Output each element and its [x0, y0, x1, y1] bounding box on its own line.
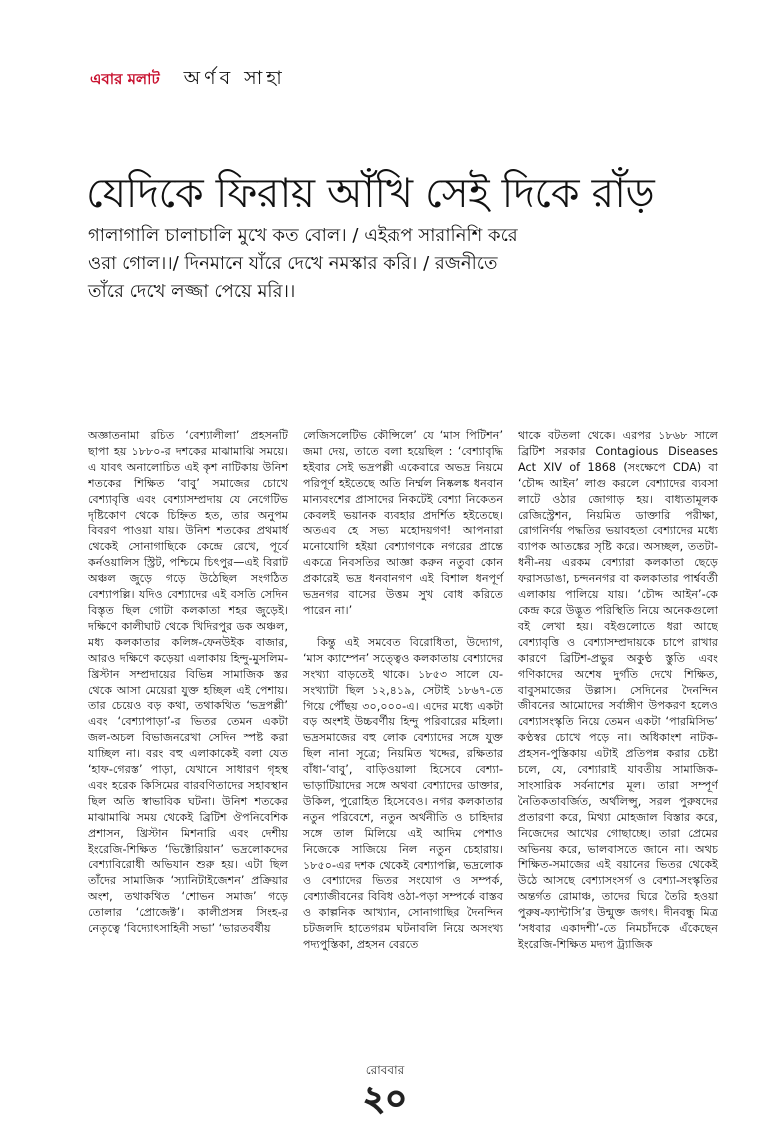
column-1 — [88, 428, 288, 1062]
paragraph: লেজিসলেটিভ কৌন্সিলে’ যে ‘মাস পিটিশন’ জমা দেয়, তাতে বলা হয়েছিল : ‘বেশ্যাবৃদ্ধি হইবার সেই ভদ্রপল্লী একেবারে অভদ্র নিয়মে পরিপূর্ণ হইতেছে অতি নির্ম্মল নিষ্কলঙ্ক ধনবান মান্যবংশের প্রাসাদের নিকটেই বেশ্যা নিকেতন কেবলই ভয়ানক ব্যবহার প্রদর্শিত হইতেছে। অতএব হে সভ্য মহোদয়গণ! আপনারা মনোযোগি হইয়া বেশ্যাগণকে নগরের প্রান্তে একত্রে নিবসতির আজ্ঞা করুন নতুবা কোন প্রকারেই ভদ্র ধনবানগণ এই বিশাল ধনপূর্ণ ভদ্রনগর বাসের উত্তম সুখ বোধ করিতে পারেন না।’ — [303, 429, 503, 617]
intro-line: তাঁরে দেখে লজ্জা পেয়ে মরি।। — [88, 281, 296, 302]
paragraph: অজ্ঞাতনামা রচিত ‘বেশ্যালীলা’ প্রহসনটি ছাপা হয় ১৮৮০-র দশকের মাঝামাঝি সময়ে। এ যাবৎ অনালোচিত এই কৃশ নাটিকায় উনিশ শতকের শিক্ষিত ‘বাবু’ সমাজের চোখে বেশ্যাবৃত্তি এবং বেশ্যাসম্প্রদায় যে নেগেটিভ দৃষ্টিকোণ থেকে চিহ্নিত হত, তার অনুপম বিবরণ পাওয়া যায়। উনিশ শতকের প্রথমার্ধ থেকেই সোনাগাছিকে কেন্দ্রে রেখে, পূর্বে কর্নওয়ালিস স্ট্রিট, পশ্চিমে চিৎপুর—এই বিরাট অঞ্চল জুড়ে গড়ে উঠেছিল সংগঠিত বেশ্যাপল্লি। যদিও বেশ্যাদের এই বসতি সেদিন বিস্তৃত ছিল গোটা কলকাতা শহর জুড়েই। দক্ষিণে কালীঘাট থেকে খিদিরপুর ডক অঞ্চল, মধ্য কলকাতার কলিঙ্গ-ফেনউইক বাজার, আরও দক্ষিণে কড়েয়া এলাকায় হিন্দু-মুসলিম-খ্রিস্টান সম্প্রদায়ের বিভিন্ন সামাজিক স্তর থেকে আসা মেয়েরা যুক্ত হচ্ছিল এই পেশায়। তার চেয়েও বড় কথা, তথাকথিত ‘ভদ্রপল্লী’ এবং ‘বেশ্যাপাড়া’-র ভিতর তেমন একটা জল-অচল বিভাজনরেখা সেদিন স্পষ্ট করা যাচ্ছিল না। বরং বহু এলাকাকেই বলা যেত ‘হাফ-গেরস্ত’ পাড়া, যেখানে সাধারণ গৃহস্থ এবং হরেক কিসিমের বারবণিতাদের সহাবস্থান ছিল অতি স্বাভাবিক ঘটনা। উনিশ শতকের মাঝামাঝি সময় থেকেই ব্রিটিশ ঔপনিবেশিক প্রশাসন, খ্রিস্টান মিশনারি এবং দেশীয় ইংরেজি-শিক্ষিত ‘ভিক্টোরিয়ান’ ভদ্রলোকদের বেশ্যাবিরোধী অভিযান শুরু হয়। এটা ছিল তাঁদের সামাজিক ‘স্যানিটাইজেশন’ প্রক্রিয়ার অংশ, তথাকথিত ‘শোভন সমাজ’ গড়ে তোলার ‘প্রোজেক্ট’। কালীপ্রসন্ন সিংহ-র নেতৃত্বে ‘বিদ্যোৎসাহিনী সভা’ ‘ভারতবর্ষীয় — [88, 429, 288, 936]
article-title: যেদিকে ফিরায় আঁখি সেই দিকে রাঁড় — [86, 169, 655, 218]
section-label: এবার মলাট — [90, 70, 160, 88]
column-3 — [518, 428, 718, 1062]
article-body — [88, 428, 718, 1062]
intro-verse — [88, 222, 648, 306]
intro-line: গালাগালি চালাচালি মুখে কত বোল। / এইরূপ সারানিশি করে — [88, 225, 518, 246]
magazine-name: রোববার — [365, 1063, 405, 1077]
paragraph: কিন্তু এই সমবেত বিরোধিতা, উদ্যোগ, ‘মাস ক্যাম্পেন’ সত্ত্বেও কলকাতায় বেশ্যাদের সংখ্যা বাড়তেই থাকে। ১৮৫৩ সালে যে-সংখ্যাটা ছিল ১২,৪১৯, সেটাই ১৮৬৭-তে গিয়ে পৌঁছয় ৩০,০০০-এ। এদের মধ্যে একটা বড় অংশই উচ্চবর্ণীয় হিন্দু পরিবারের মহিলা। ভদ্রসমাজের বহু লোক বেশ্যাদের সঙ্গে যুক্ত ছিল নানা সূত্রে; নিয়মিত খদ্দের, রক্ষিতার বাঁধা-‘বাবু’, বাড়িওয়ালা হিসেবে বেশ্যা-ভাড়াটিয়াদের সঙ্গে অথবা বেশ্যাদের ডাক্তার, উকিল, পুরোহিত হিসেবেও। নগর কলকাতার নতুন পরিবেশে, নতুন অর্থনীতি ও চাহিদার সঙ্গে তাল মিলিয়ে এই আদিম পেশাও নিজেকে সাজিয়ে নিল নতুন চেহারায়। ১৮৫০-এর দশক থেকেই বেশ্যাপল্লি, ভদ্রলোক ও বেশ্যাদের ভিতর সংযোগ ও সম্পর্ক, বেশ্যাজীবনের বিবিধ ওঠা-পড়া সম্পর্কে বাস্তব ও কাল্পনিক আখ্যান, সোনাগাছির দৈনন্দিন চটজলদি হাতেগরম ঘটনাবলি নিয়ে অসংখ্য পদ্যপুস্তিকা, প্রহসন বেরতে — [303, 635, 503, 952]
paragraph: থাকে বটতলা থেকে। এরপর ১৮৬৮ সালে ব্রিটিশ সরকার Contagious Diseases Act XIV of 1868 (সংক্ষেপে CDA) বা ‘চৌদ্দ আইন’ লাগু করলে বেশ্যাদের ব্যবসা লাটে ওঠার জোগাড় হয়। বাধ্যতামূলক রেজিস্ট্রেশন, নিয়মিত ডাক্তারি পরীক্ষা, রোগনির্ণয় পদ্ধতির ভয়াবহতা বেশ্যাদের মধ্যে ব্যাপক আতঙ্কের সৃষ্টি করে। অসচ্ছল, ততটা-ধনী-নয় এরকম বেশ্যারা কলকাতা ছেড়ে ফরাসডাঙা, চন্দননগর বা কলকাতার পার্শ্ববর্তী এলাকায় পালিয়ে যায়। ‘চৌদ্দ আইন’-কে কেন্দ্র করে উদ্ভূত পরিস্থিতি নিয়ে অনেকগুলো বই লেখা হয়। বইগুলোতে ধরা আছে বেশ্যাবৃত্তি ও বেশ্যাসম্প্রদায়কে চাপে রাখার কারণে ব্রিটিশ-প্রভুর অকুণ্ঠ স্তুতি এবং গণিকাদের অশেষ দুর্গতি দেখে শিক্ষিত, বাবুসমাজের উল্লাস। সেদিনের দৈনন্দিন জীবনের আমোদের সর্বাঙ্গীণ উপকরণ হলেও বেশ্যাসংস্কৃতি নিয়ে তেমন একটা ‘পারমিসিভ’ কণ্ঠস্বর চোখে পড়ে না। অধিকাংশ নাটক-প্রহসন-পুস্তিকায় এটাই প্রতিপন্ন করার চেষ্টা চলে, যে, বেশ্যারাই যাবতীয় সামাজিক-সাংসারিক সর্বনাশের মূল। তারা সম্পূর্ণ নৈতিকতাবর্জিত, অর্থলিপ্সু, সরল পুরুষদের প্রতারণা করে, মিথ্যা মোহজাল বিস্তার করে, নিজেদের আখের গোছাচ্ছে। তারা প্রেমের অভিনয় করে, ভালবাসতে জানে না। অথচ শিক্ষিত-সমাজের এই বয়ানের ভিতর থেকেই উঠে আসছে বেশ্যাসংসর্গ ও বেশ্যা-সংস্কৃতির অন্তর্গত রোমাঞ্চ, তাদের ঘিরে তৈরি হওয়া পুরুষ-ফ্যান্টাসি’র উন্মুক্ত জগৎ। দীনবন্ধু মিত্র ‘সধবার একাদশী’-তে নিমচাঁদকে এঁকেছেন ইংরেজি-শিক্ষিত মদ্যপ ট্র্যাজিক — [518, 429, 718, 951]
author-name: অর্ণব সাহা — [183, 67, 286, 89]
article-header — [90, 64, 286, 94]
intro-line: ওরা গোল।।/ দিনমানে যাঁরে দেখে নমস্কার করি। / রজনীতে — [88, 253, 498, 274]
page-footer — [0, 1062, 770, 1119]
page-number: ২০ — [362, 1079, 408, 1119]
column-2 — [303, 428, 503, 1062]
